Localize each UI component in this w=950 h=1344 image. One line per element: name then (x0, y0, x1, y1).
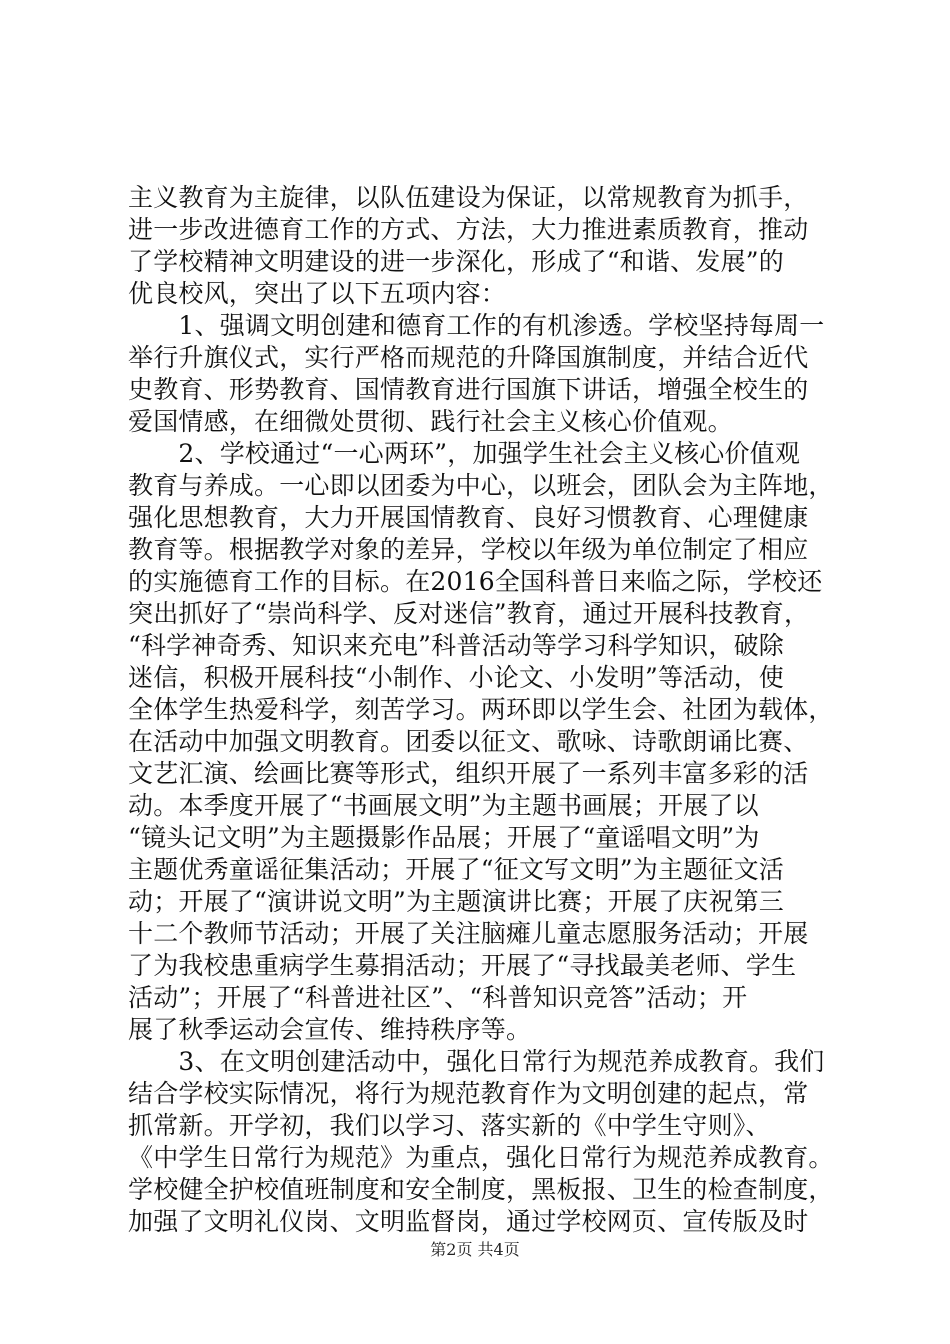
body-text-line: 主题优秀童谣征集活动；开展了“征文写文明”为主题征文活 (128, 855, 784, 884)
paragraph-3-start: 3、在文明创建活动中，强化日常行为规范养成教育。我们 (128, 1047, 825, 1076)
body-text-line: 主义教育为主旋律，以队伍建设为保证，以常规教育为抓手， (128, 183, 809, 212)
paragraph-2-start: 2、学校通过“一心两环”，加强学生社会主义核心价值观 (128, 439, 801, 468)
body-text-line: 《中学生日常行为规范》为重点，强化日常行为规范养成教育。 (128, 1143, 834, 1172)
body-text-line: 抓常新。开学初，我们以学习、落实新的《中学生守则》、 (128, 1111, 771, 1140)
body-text-line: 进一步改进德育工作的方式、方法，大力推进素质教育，推动 (128, 215, 809, 244)
body-text-line: 教育等。根据教学对象的差异，学校以年级为单位制定了相应 (128, 535, 809, 564)
body-text-line: 史教育、形势教育、国情教育进行国旗下讲话，增强全校生的 (128, 375, 809, 404)
body-text-line: 展了秋季运动会宣传、维持秩序等。 (128, 1015, 532, 1044)
body-text-line: 优良校风，突出了以下五项内容： (128, 279, 507, 308)
body-text-line: 教育与养成。一心即以团委为中心，以班会，团队会为主阵地， (128, 471, 834, 500)
body-text-line: 动；开展了“演讲说文明”为主题演讲比赛；开展了庆祝第三 (128, 887, 784, 916)
body-text-line: 十二个教师节活动；开展了关注脑瘫儿童志愿服务活动；开展 (128, 919, 809, 948)
body-text-line: 动。本季度开展了“书画展文明”为主题书画展；开展了以 (128, 791, 759, 820)
body-text-line: 强化思想教育，大力开展国情教育、良好习惯教育、心理健康 (128, 503, 809, 532)
body-text-line: 加强了文明礼仪岗、文明监督岗，通过学校网页、宣传版及时 (128, 1207, 809, 1236)
body-text-line: 活动”；开展了“科普进社区”、“科普知识竞答”活动；开 (128, 983, 748, 1012)
body-text-line: “科学神奇秀、知识来充电”科普活动等学习科学知识，破除 (128, 631, 784, 660)
body-text-line: 爱国情感，在细微处贯彻、践行社会主义核心价值观。 (128, 407, 733, 436)
body-text-line: 在活动中加强文明教育。团委以征文、歌咏、诗歌朗诵比赛、 (128, 727, 809, 756)
page-footer: 第2页 共4页 (430, 1240, 520, 1259)
body-text-line: 突出抓好了“崇尚科学、反对迷信”教育，通过开展科技教育， (128, 599, 810, 628)
body-text-line: 了学校精神文明建设的进一步深化，形成了“和谐、发展”的 (128, 247, 784, 276)
paragraph-1-start: 1、强调文明创建和德育工作的有机渗透。学校坚持每周一 (128, 311, 825, 340)
body-text-line: 全体学生热爱科学，刻苦学习。两环即以学生会、社团为载体， (128, 695, 834, 724)
body-text-line: 结合学校实际情况，将行为规范教育作为文明创建的起点，常 (128, 1079, 809, 1108)
body-text-line: 的实施德育工作的目标。在2016全国科普日来临之际，学校还 (128, 567, 823, 596)
body-text-line: “镜头记文明”为主题摄影作品展；开展了“童谣唱文明”为 (128, 823, 760, 852)
body-text-line: 迷信，积极开展科技“小制作、小论文、小发明”等活动，使 (128, 663, 784, 692)
body-text-line: 了为我校患重病学生募捐活动；开展了“寻找最美老师、学生 (128, 951, 797, 980)
body-text-line: 举行升旗仪式，实行严格而规范的升降国旗制度，并结合近代 (128, 343, 809, 372)
body-text-line: 学校健全护校值班制度和安全制度，黑板报、卫生的检查制度， (128, 1175, 834, 1204)
body-text-line: 文艺汇演、绘画比赛等形式，组织开展了一系列丰富多彩的活 (128, 759, 809, 788)
